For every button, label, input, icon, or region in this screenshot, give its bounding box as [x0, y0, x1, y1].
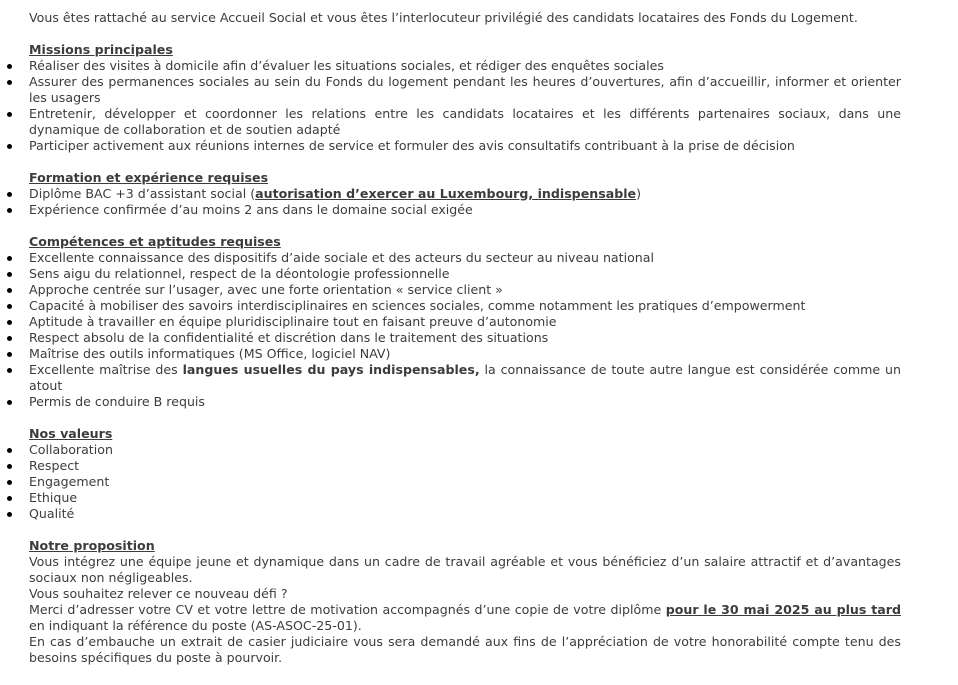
valeurs-list [29, 442, 901, 522]
competences-heading: Compétences et aptitudes requises [29, 234, 281, 249]
list-item: Qualité [29, 506, 901, 522]
languages-note: la connaissance de toute autre langue est considérée comme un atout [29, 362, 902, 393]
list-item: Expérience confirmée d’au moins 2 ans dans le domaine social exigée [29, 202, 901, 218]
list-item: Réaliser des visites à domicile afin d’évaluer les situations sociales, et rédiger des enquêtes sociales [29, 58, 901, 74]
list-item: Approche centrée sur l’usager, avec une forte orientation « service client » [29, 282, 901, 298]
list-item: Participer activement aux réunions internes de service et formuler des avis consultatifs contribuant à la prise de décision [29, 138, 901, 154]
list-item: Ethique [29, 490, 901, 506]
list-item: Entretenir, développer et coordonner les relations entre les candidats locataires et les différents partenaires sociaux, dans une dynamique de collaboration et de soutien adapté [29, 106, 901, 137]
challenge-text: Vous souhaitez relever ce nouveau défi ? [29, 586, 288, 601]
list-item: Permis de conduire B requis [29, 394, 901, 410]
spacer [29, 218, 901, 234]
list-item: Capacité à mobiliser des savoirs interdisciplinaires en sciences sociales, comme notamment les pratiques d’empowerment [29, 298, 901, 314]
missions-heading: Missions principales [29, 42, 173, 57]
list-item: Maîtrise des outils informatiques (MS Office, logiciel NAV) [29, 346, 901, 362]
list-item: Excellente connaissance des dispositifs d’aide sociale et des acteurs du secteur au niveau national [29, 250, 901, 266]
list-item: Sens aigu du relationnel, respect de la déontologie professionnelle [29, 266, 901, 282]
list-item [29, 186, 901, 202]
list-item [29, 362, 901, 394]
diploma-requirement: autorisation d’exercer au Luxembourg, indispensable [255, 186, 637, 201]
list-item: Respect absolu de la confidentialité et discrétion dans le traitement des situations [29, 330, 901, 346]
spacer [29, 410, 901, 426]
diploma-close: ) [636, 186, 641, 201]
intro-text: Vous êtes rattaché au service Accueil Social et vous êtes l’interlocuteur privilégié des candidats locataires des Fonds du Logement. [29, 10, 858, 25]
proposition-text: Vous intégrez une équipe jeune et dynamique dans un cadre de travail agréable et vous bénéficiez d’un salaire attractif et d’avantages sociaux non négligeables. [29, 554, 901, 585]
spacer [29, 522, 901, 538]
list-item: Collaboration [29, 442, 901, 458]
application-reference: en indiquant la référence du poste (AS-ASOC-25-01). [29, 618, 362, 633]
missions-list [29, 58, 901, 154]
formation-list [29, 186, 901, 218]
list-item: Respect [29, 458, 901, 474]
spacer [29, 26, 901, 42]
formation-heading: Formation et expérience requises [29, 170, 269, 185]
background-check-text: En cas d’embauche un extrait de casier judiciaire vous sera demandé aux fins de l’appréciation de votre honorabilité compte tenu des besoins spécifiques du poste à pourvoir. [29, 634, 901, 665]
list-item: Assurer des permanences sociales au sein du Fonds du logement pendant les heures d’ouvertures, afin d’accueillir, informer et orienter les usagers [29, 74, 901, 105]
list-item: Aptitude à travailler en équipe pluridisciplinaire tout en faisant preuve d’autonomie [29, 314, 901, 330]
application-text [29, 602, 901, 634]
diploma-text: Diplôme BAC +3 d’assistant social ( [29, 186, 256, 201]
languages-text: Excellente maîtrise des [29, 362, 183, 377]
application-intro: Merci d’adresser votre CV et votre lettre de motivation accompagnés d’une copie de votre diplôme [29, 602, 666, 617]
valeurs-heading: Nos valeurs [29, 426, 113, 441]
spacer [29, 154, 901, 170]
proposition-heading: Notre proposition [29, 538, 155, 553]
competences-list [29, 250, 901, 410]
deadline: pour le 30 mai 2025 au plus tard [665, 602, 901, 617]
list-item: Engagement [29, 474, 901, 490]
languages-requirement: langues usuelles du pays indispensables, [182, 362, 480, 377]
